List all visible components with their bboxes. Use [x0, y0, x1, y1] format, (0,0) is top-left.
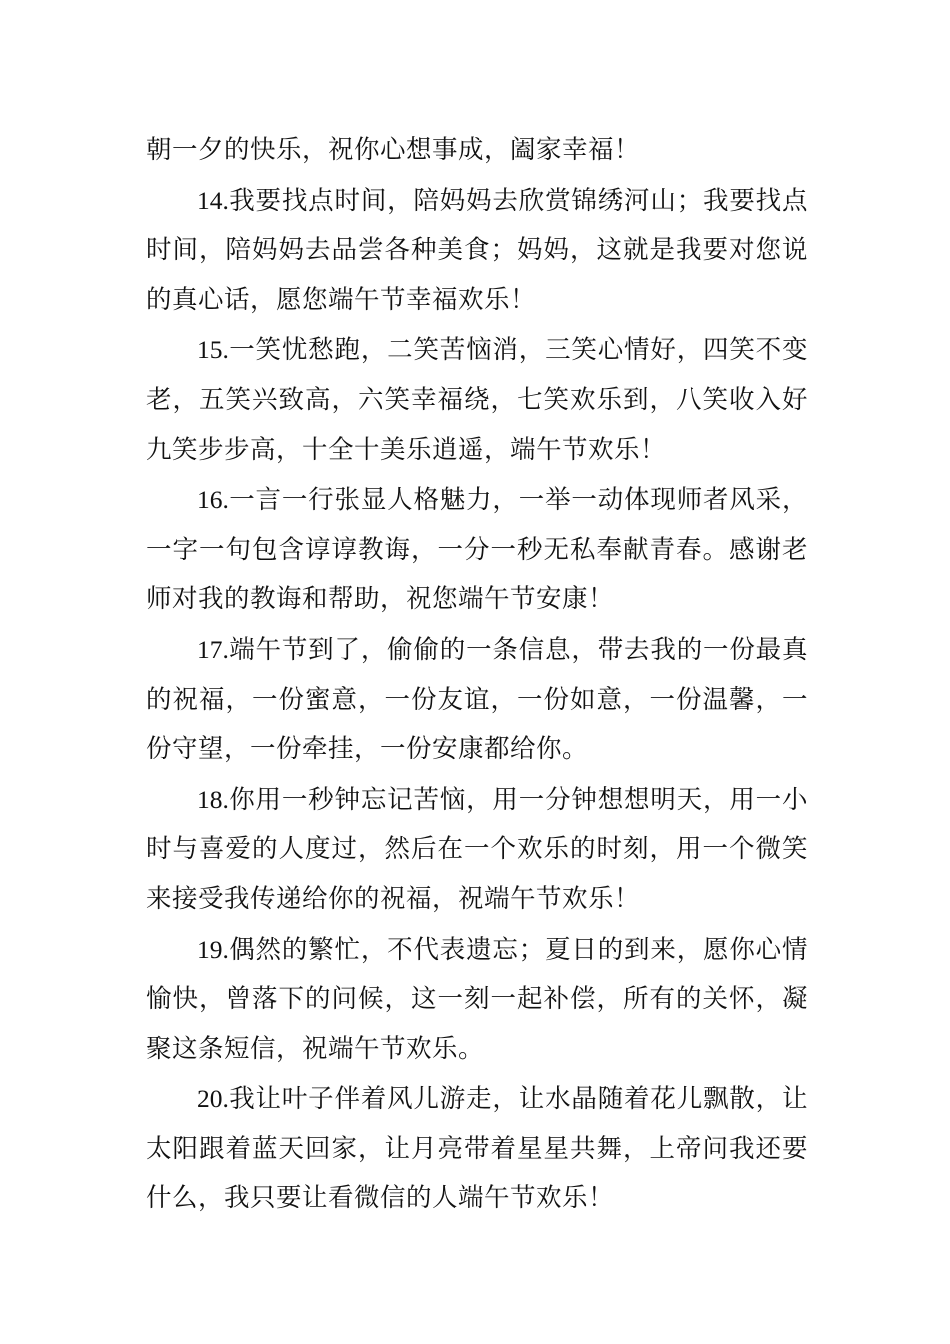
paragraph-text: 端午节到了，偷偷的一条信息，带去我的一份最真的祝福，一份蜜意，一份友谊，一份如意，一份温馨，一份守望，一份牵挂，一份安康都给你。	[146, 634, 808, 765]
paragraph-item-19	[146, 925, 808, 1075]
document-body	[146, 126, 808, 1224]
paragraph-number: 16.	[197, 485, 229, 515]
paragraph-item-15	[146, 325, 808, 475]
paragraph-number: 17.	[197, 634, 229, 664]
paragraph-text: 我让叶子伴着风儿游走，让水晶随着花儿飘散，让太阳跟着蓝天回家，让月亮带着星星共舞，上帝问我还要什么，我只要让看微信的人端午节欢乐！	[146, 1084, 808, 1214]
paragraph-item-20	[146, 1074, 808, 1224]
paragraph-text: 一言一行张显人格魅力，一举一动体现师者风采，一字一句包含谆谆教诲，一分一秒无私奉献青春。感谢老师对我的教诲和帮助，祝您端午节安康！	[146, 485, 808, 615]
paragraph-number: 14.	[197, 185, 229, 215]
paragraph-number: 19.	[197, 934, 229, 964]
paragraph-continuation	[146, 126, 808, 176]
paragraph-text: 一笑忧愁跑，二笑苦恼消，三笑心情好，四笑不变老，五笑兴致高，六笑幸福绕，七笑欢乐到，八笑收入好九笑步步高，十全十美乐逍遥，端午节欢乐！	[146, 335, 808, 465]
paragraph-number: 20.	[197, 1084, 229, 1114]
paragraph-item-14	[146, 176, 808, 326]
paragraph-item-18	[146, 775, 808, 925]
paragraph-text: 朝一夕的快乐，祝你心想事成，阖家幸福！	[146, 135, 641, 165]
paragraph-item-17	[146, 625, 808, 775]
paragraph-text: 我要找点时间，陪妈妈去欣赏锦绣河山；我要找点时间，陪妈妈去品尝各种美食；妈妈，这就是我要对您说的真心话，愿您端午节幸福欢乐！	[146, 185, 808, 315]
paragraph-number: 15.	[197, 335, 229, 365]
paragraph-text: 偶然的繁忙，不代表遗忘；夏日的到来，愿你心情愉快，曾落下的问候，这一刻一起补偿，所有的关怀，凝聚这条短信，祝端午节欢乐。	[146, 934, 808, 1064]
paragraph-item-16	[146, 475, 808, 625]
paragraph-number: 18.	[197, 784, 229, 814]
paragraph-text: 你用一秒钟忘记苦恼，用一分钟想想明天，用一小时与喜爱的人度过，然后在一个欢乐的时刻，用一个微笑来接受我传递给你的祝福，祝端午节欢乐！	[146, 784, 808, 914]
